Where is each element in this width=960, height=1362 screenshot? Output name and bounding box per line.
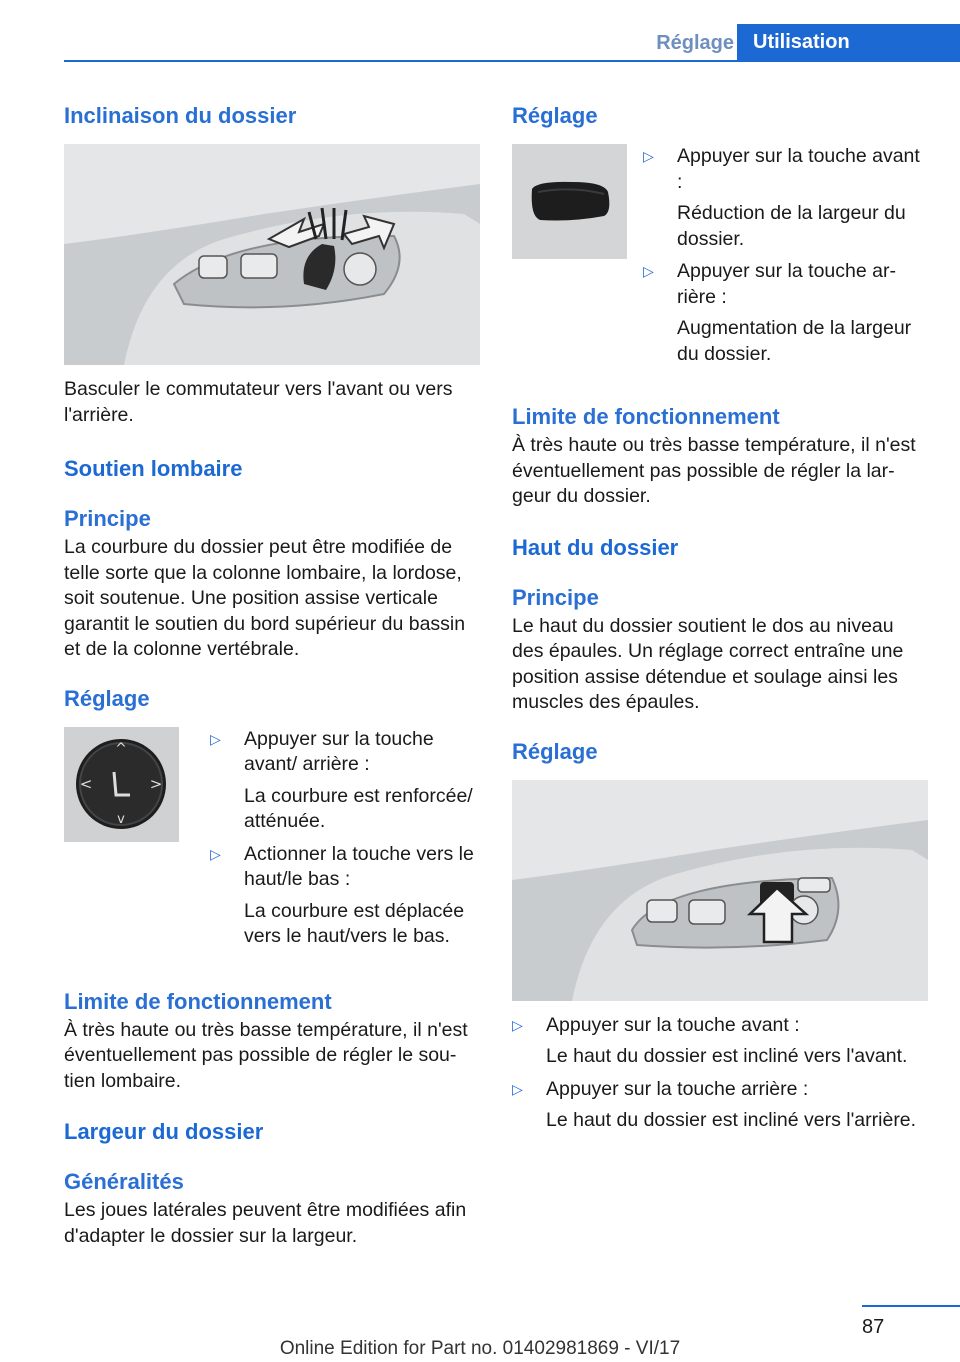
triangle-bullet-icon: ▷: [210, 730, 221, 747]
heading-soutien-lombaire: Soutien lombaire: [64, 456, 243, 481]
triangle-bullet-icon: ▷: [643, 148, 654, 164]
svg-text:v: v: [117, 811, 125, 827]
lumbar-control-image: [64, 727, 179, 842]
text-limite-largeur: À très haute ou très basse température, il n'est éventuellement pas possible de régler la lar- geur du dossier.: [512, 434, 916, 507]
triangle-bullet-icon: ▷: [210, 845, 221, 862]
heading-reglage-largeur: Réglage: [512, 103, 598, 128]
header-tab-reglage[interactable]: Réglage: [656, 32, 734, 54]
list-item: ▷ Appuyer sur la touche avant/ arrière : La courbure est renforcée/ atténuée.: [210, 727, 473, 832]
footer-rule: [862, 1305, 960, 1307]
header-rule: [64, 60, 960, 62]
text-limite-lombaire: À très haute ou très basse température, il n'est éventuellement pas possible de régler le sou- tien lombaire.: [64, 1018, 468, 1092]
heading-reglage-lombaire: Réglage: [64, 685, 150, 711]
width-button-image: [512, 144, 627, 259]
right-column: [512, 100, 928, 1134]
list-item: ▷ Appuyer sur la touche ar- rière : Augmentation de la largeur du dossier.: [643, 260, 912, 365]
svg-text:^: ^: [115, 740, 127, 757]
svg-text:<: <: [79, 774, 93, 793]
list-item: ▷ Appuyer sur la touche avant : Le haut du dossier est incliné vers l'avant.: [512, 1013, 908, 1067]
seat-switch-tilt-image: [64, 144, 480, 365]
triangle-bullet-icon: ▷: [643, 263, 654, 279]
text-principe-lombaire: La courbure du dossier peut être modifiée de telle sorte que la colonne lombaire, la lordose, soit soutenue. Une position assise verticale garantit le soutien du bord supérieur du bassin et de la colonne vertébrale.: [64, 536, 466, 660]
text-basculer: Basculer le commutateur vers l'avant ou vers l'arrière.: [64, 378, 453, 426]
heading-inclinaison: Inclinaison du dossier: [64, 103, 297, 128]
text-generalites: Les joues latérales peuvent être modifiées afin d'adapter le dossier sur la largeur.: [64, 1199, 467, 1247]
header-tab-utilisation[interactable]: Utilisation: [737, 24, 960, 61]
heading-haut-dossier: Haut du dossier: [512, 534, 679, 560]
heading-principe-haut: Principe: [512, 584, 599, 610]
seat-switch-upper-image: [512, 780, 928, 1001]
page-number: 87: [862, 1316, 885, 1338]
heading-largeur: Largeur du dossier: [64, 1119, 264, 1144]
text-principe-haut: Le haut du dossier soutient le dos au niveau des épaules. Un réglage correct entraîne une position assise détendue et soulage ainsi les muscles des épaules.: [512, 614, 904, 713]
heading-reglage-haut: Réglage: [512, 738, 598, 764]
heading-principe-lombaire: Principe: [64, 506, 151, 531]
heading-limite-lombaire: Limite de fonctionnement: [64, 988, 332, 1014]
lumbar-bullets: [210, 727, 480, 950]
upper-bullets: [512, 1013, 928, 1134]
heading-generalites: Généralités: [64, 1169, 184, 1194]
list-item: ▷ Actionner la touche vers le haut/le bas : La courbure est déplacée vers le haut/vers le bas.: [210, 842, 474, 947]
list-item: ▷ Appuyer sur la touche avant : Réduction de la largeur du dossier.: [643, 145, 920, 250]
edition-note: Online Edition for Part no. 01402981869 - VI/17: [279, 1338, 681, 1359]
svg-text:>: >: [149, 774, 163, 793]
heading-limite-largeur: Limite de fonctionnement: [512, 404, 780, 429]
triangle-bullet-icon: ▷: [512, 1080, 523, 1097]
left-column: [64, 100, 480, 1249]
triangle-bullet-icon: ▷: [512, 1016, 523, 1033]
width-bullets: [643, 144, 928, 367]
list-item: ▷ Appuyer sur la touche arrière : Le haut du dossier est incliné vers l'arrière.: [512, 1077, 917, 1131]
